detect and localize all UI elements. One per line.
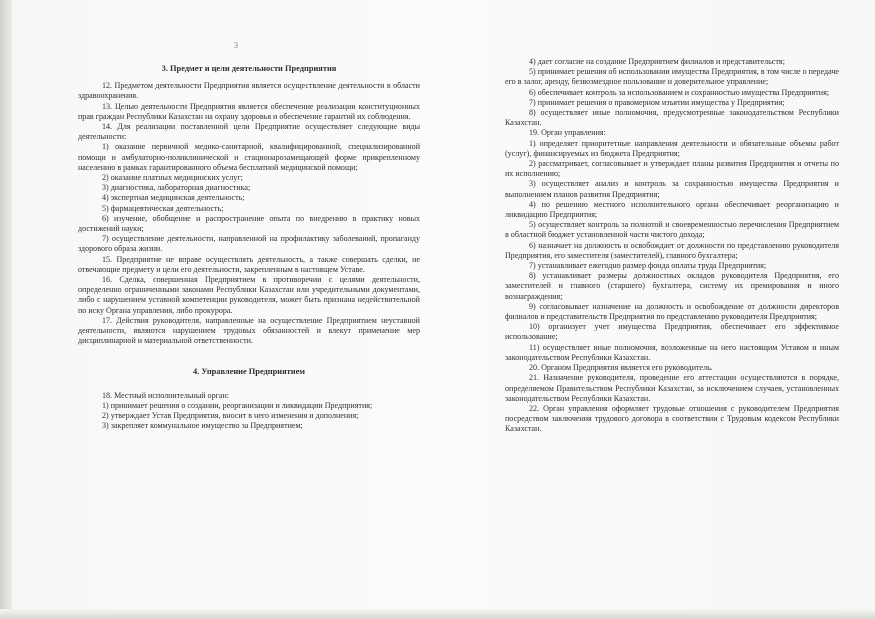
paragraph: 14. Для реализации поставленной цели Предприятие осуществляет следующие виды деятельности: <box>78 122 420 142</box>
paragraph: 20. Органом Предприятия является его руководитель. <box>529 363 713 373</box>
list-item: 5) осуществляет контроль за полнотой и своевременностью перечисления Предприятием в областной бюджет установленной части чистого дохода; <box>505 220 839 240</box>
list-item: 5) принимает решения об использовании имущества Предприятия, в том числе о передаче его в залог, аренду, безвозмездное пользование и доверительное управление; <box>505 67 839 87</box>
list-item: 7) принимает решения о правомерном изъятии имущества у Предприятия; <box>529 97 785 107</box>
list-item: 2) утверждает Устав Предприятия, вносит в него изменения и дополнения; <box>102 411 359 421</box>
scan-shadow-bottom <box>0 609 875 619</box>
list-item: 7) осуществление деятельности, направленной на профилактику заболеваний, пропаганду здорового образа жизни. <box>78 234 420 254</box>
section-heading-4: 4. Управление Предприятием <box>192 367 305 377</box>
list-item: 3) осуществляет анализ и контроль за сохранностью имущества Предприятия и выполнением планов развития Предприятия; <box>505 179 839 199</box>
list-item: 4) дает согласие на создание Предприятием филиалов и представительств; <box>529 57 785 66</box>
paragraph: 19. Орган управления: <box>529 128 606 138</box>
list-item: 11) осуществляет иные полномочия, возложенные на него настоящим Уставом и иным законодательством Республики Казахстан. <box>505 342 839 362</box>
list-item: 4) по решению местного исполнительного органа обеспечивает реорганизацию и ликвидацию Предприятия; <box>505 199 839 220</box>
paragraph: 15. Предприятие не вправе осуществлять деятельность, а также совершать сделки, не отвечающие предмету и цели его деятельности, закрепленным в настоящем Уставе. <box>78 254 420 274</box>
list-item: 7) устанавливает ежегодно размер фонда оплаты труда Предприятия; <box>529 261 767 271</box>
list-item: 3) закрепляет коммунальное имущество за Предприятием; <box>102 421 303 431</box>
paragraph: 17. Действия руководителя, направленные на осуществление Предприятием неуставной деятельности, являются нарушением трудовых обязанностей и влекут применение мер дисциплинарной и материальной ответственности. <box>78 315 420 346</box>
list-item: 2) оказание платных медицинских услуг; <box>102 173 243 183</box>
list-item: 8) устанавливает размеры должностных окладов руководителя Предприятия, его заместителей и главного (старшего) бухгалтера, систему их премирования и иного вознаграждения; <box>505 271 839 301</box>
right-column <box>505 57 839 435</box>
list-item: 6) обеспечивает контроль за использованием и сохранностью имущества Предприятия; <box>529 87 830 97</box>
list-item: 2) рассматривает, согласовывает и утверждает планы развития Предприятия и отчеты по их исполнению; <box>505 159 839 179</box>
paragraph: 16. Сделка, совершенная Предприятием в противоречии с целями деятельности, определенно ограниченными законами Республики Казахстан или учредительными документами, либо с нарушением уставной компетенции руководителя, может быть признана недействительной по иску Органа управления, либо прокурора. <box>78 275 420 315</box>
list-item: 1) принимает решения о создании, реорганизации и ликвидации Предприятия; <box>102 400 373 410</box>
section-heading-3: 3. Предмет и цели деятельности Предприятия <box>161 64 337 73</box>
list-item: 6) назначает на должность и освобождает от должности по представлению руководителя Предприятия, его заместителя (заместителей), главного бухгалтера; <box>505 240 839 260</box>
left-column <box>78 64 420 432</box>
list-item: 1) оказание первичной медико-санитарной, квалифицированной, специализированной помощи и амбулаторно-поликлинической и стационарозамещающей форме прикрепленному населению в рамках гарантированного объема бесплатной медицинской помощи; <box>78 142 420 172</box>
paragraph: 12. Предметом деятельности Предприятия является осуществление деятельности в области здравоохранения. <box>78 81 420 101</box>
paragraph: 22. Орган управления оформляет трудовые отношения с руководителем Предприятия посредством заключения трудового договора в соответствии с Трудовым кодексом Республики Казахстан. <box>505 403 839 434</box>
list-item: 3) диагностика, лабораторная диагностика; <box>102 183 251 193</box>
paragraph: 21. Назначение руководителя, проведение его аттестации осуществляются в порядке, определяемом Правительством Республики Казахстан, за исключением случаев, установленных законодательством Республики Казахстан. <box>505 373 839 403</box>
list-item: 5) фармацевтическая деятельность; <box>102 203 224 213</box>
list-item: 1) определяет приоритетные направления деятельности и обязательные объемы работ (услуг), финансируемых из бюджета Предприятия; <box>505 138 839 158</box>
paragraph: 13. Целью деятельности Предприятия является обеспечение реализации конституционных прав граждан Республики Казахстан на охрану здоровья и обеспечение гарантий их соблюдения. <box>78 101 420 121</box>
list-item: 6) изучение, обобщение и распространение опыта по внедрению в практику новых достижений науки; <box>78 213 420 234</box>
list-item: 9) согласовывает назначение на должность и освобождение от должности директоров филиалов и представительств Предприятия по представлению руководителя Предприятия; <box>505 301 839 322</box>
list-item: 10) организует учет имущества Предприятия, обеспечивает его эффективное использование; <box>505 322 839 342</box>
list-item: 8) осуществляет иные полномочия, предусмотренные законодательством Республики Казахстан. <box>505 108 839 128</box>
list-item: 4) экспертная медицинская деятельность; <box>102 193 245 203</box>
scan-shadow-left <box>0 0 12 619</box>
page-number: 3 <box>234 41 238 50</box>
paragraph: 18. Местный исполнительный орган: <box>102 390 230 400</box>
